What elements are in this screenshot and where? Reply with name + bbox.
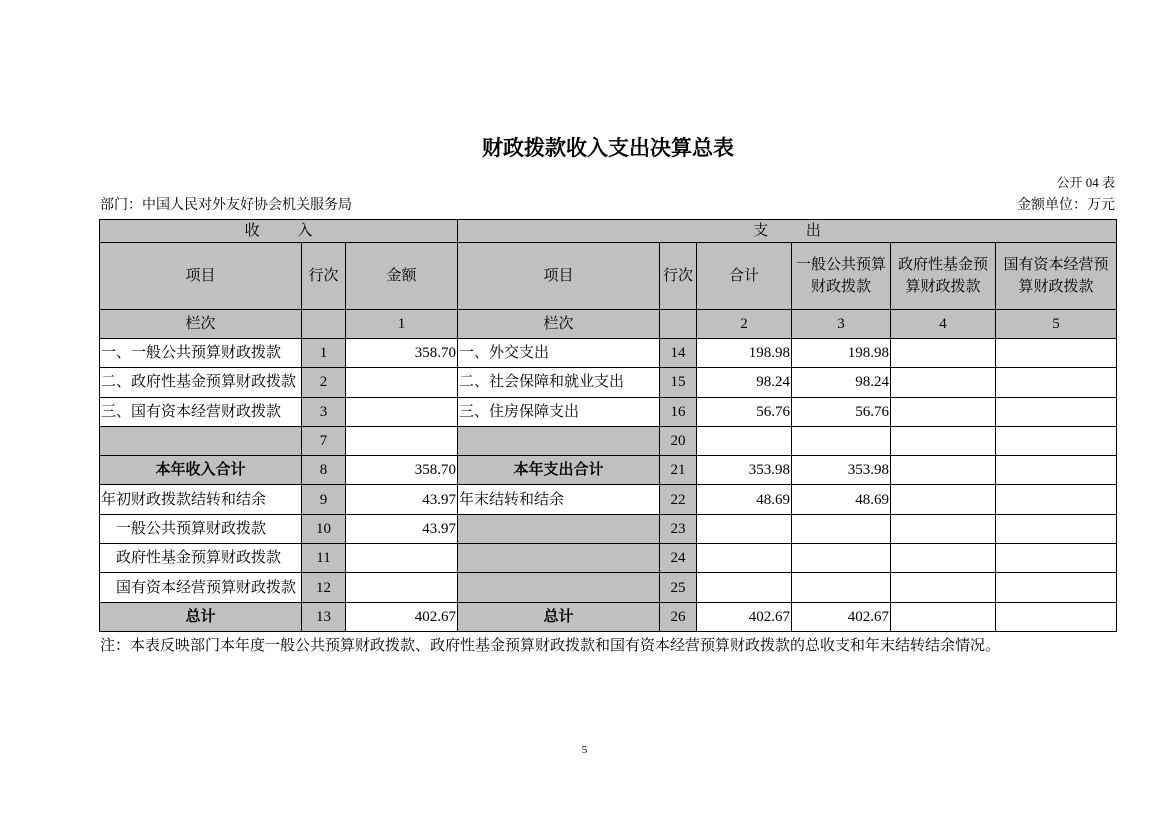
income-item-cell: 二、政府性基金预算财政拨款 bbox=[100, 368, 302, 397]
header-line: 算财政拨款 bbox=[1018, 279, 1094, 295]
general-public-budget-header bbox=[792, 243, 891, 310]
income-grand-total-label: 总计 bbox=[100, 603, 302, 632]
government-fund-budget-cell bbox=[891, 544, 996, 573]
expense-line-no-cell: 24 bbox=[660, 544, 697, 573]
income-amount-cell: 43.97 bbox=[346, 515, 458, 544]
expense-line-no-cell: 20 bbox=[660, 427, 697, 456]
income-item-header: 项目 bbox=[100, 243, 302, 310]
government-fund-budget-cell bbox=[891, 456, 996, 485]
expense-total-cell bbox=[697, 427, 792, 456]
income-line-no-cell: 1 bbox=[302, 339, 346, 368]
income-amount-cell bbox=[346, 398, 458, 427]
general-public-budget-cell: 48.69 bbox=[792, 485, 891, 514]
expense-line-no-cell: 22 bbox=[660, 485, 697, 514]
header-line: 财政拨款 bbox=[810, 279, 871, 295]
general-public-budget-cell bbox=[792, 544, 891, 573]
income-line-no-cell: 12 bbox=[302, 573, 346, 602]
department-label: 部门：中国人民对外友好协会机关服务局 bbox=[100, 198, 352, 213]
unit-label: 金额单位：万元 bbox=[1017, 198, 1115, 213]
expense-line-no-cell: 23 bbox=[660, 515, 697, 544]
state-capital-budget-cell bbox=[996, 573, 1117, 602]
income-line-no-cell: 8 bbox=[302, 456, 346, 485]
page-title: 财政拨款收入支出决算总表 bbox=[482, 136, 734, 160]
expense-line-no-cell: 26 bbox=[660, 603, 697, 632]
expense-total-cell bbox=[697, 515, 792, 544]
government-fund-budget-header bbox=[891, 243, 996, 310]
budget-summary-table bbox=[99, 219, 1117, 632]
government-fund-budget-cell bbox=[891, 485, 996, 514]
expense-total-cell: 56.76 bbox=[697, 398, 792, 427]
government-fund-budget-cell bbox=[891, 603, 996, 632]
state-capital-budget-column-number: 5 bbox=[996, 310, 1117, 339]
income-amount-cell: 358.70 bbox=[346, 456, 458, 485]
income-line-no-cell: 3 bbox=[302, 398, 346, 427]
expense-item-cell: 一、外交支出 bbox=[458, 339, 660, 368]
income-item-cell: 三、国有资本经营财政拨款 bbox=[100, 398, 302, 427]
government-fund-budget-cell bbox=[891, 427, 996, 456]
government-fund-budget-cell bbox=[891, 515, 996, 544]
expense-item-cell: 三、住房保障支出 bbox=[458, 398, 660, 427]
general-public-budget-cell: 353.98 bbox=[792, 456, 891, 485]
government-fund-budget-cell bbox=[891, 573, 996, 602]
expense-subtotal-label: 本年支出合计 bbox=[458, 456, 660, 485]
expense-line-no-cell: 15 bbox=[660, 368, 697, 397]
expense-total-cell: 48.69 bbox=[697, 485, 792, 514]
expense-total-cell bbox=[697, 544, 792, 573]
income-item-cell bbox=[100, 427, 302, 456]
income-line-no-cell: 9 bbox=[302, 485, 346, 514]
income-amount-header: 金额 bbox=[346, 243, 458, 310]
state-capital-budget-cell bbox=[996, 398, 1117, 427]
general-public-budget-cell bbox=[792, 427, 891, 456]
income-amount-cell bbox=[346, 368, 458, 397]
expense-total-cell: 198.98 bbox=[697, 339, 792, 368]
expense-column-label: 栏次 bbox=[458, 310, 660, 339]
income-item-cell: 一、一般公共预算财政拨款 bbox=[100, 339, 302, 368]
income-subitem-cell: 政府性基金预算财政拨款 bbox=[100, 544, 302, 573]
header-line: 政府性基金预 bbox=[897, 257, 988, 273]
expense-item-cell bbox=[458, 427, 660, 456]
expense-line-no-cell: 21 bbox=[660, 456, 697, 485]
state-capital-budget-cell bbox=[996, 427, 1117, 456]
expense-total-cell: 402.67 bbox=[697, 603, 792, 632]
state-capital-budget-cell bbox=[996, 515, 1117, 544]
income-item-cell: 年初财政拨款结转和结余 bbox=[100, 485, 302, 514]
government-fund-budget-cell bbox=[891, 398, 996, 427]
income-amount-cell: 402.67 bbox=[346, 603, 458, 632]
government-fund-budget-cell bbox=[891, 339, 996, 368]
income-amount-cell bbox=[346, 573, 458, 602]
income-line-no-header: 行次 bbox=[302, 243, 346, 310]
income-line-no-cell: 13 bbox=[302, 603, 346, 632]
expense-line-no-cell: 14 bbox=[660, 339, 697, 368]
expense-section-header: 支 出 bbox=[458, 220, 1117, 243]
expense-item-cell: 二、社会保障和就业支出 bbox=[458, 368, 660, 397]
expense-item-cell bbox=[458, 544, 660, 573]
income-line-no-column-number bbox=[302, 310, 346, 339]
state-capital-budget-cell bbox=[996, 603, 1117, 632]
expense-line-no-cell: 25 bbox=[660, 573, 697, 602]
state-capital-budget-cell bbox=[996, 485, 1117, 514]
page-number: 5 bbox=[581, 744, 588, 756]
income-subtotal-label: 本年收入合计 bbox=[100, 456, 302, 485]
expense-total-cell bbox=[697, 573, 792, 602]
income-line-no-cell: 7 bbox=[302, 427, 346, 456]
expense-total-cell: 98.24 bbox=[697, 368, 792, 397]
income-amount-cell: 358.70 bbox=[346, 339, 458, 368]
income-subitem-cell: 国有资本经营预算财政拨款 bbox=[100, 573, 302, 602]
general-public-budget-cell bbox=[792, 515, 891, 544]
expense-item-cell bbox=[458, 573, 660, 602]
header-line: 算财政拨款 bbox=[905, 279, 981, 295]
expense-item-header: 项目 bbox=[458, 243, 660, 310]
state-capital-budget-cell bbox=[996, 368, 1117, 397]
expense-total-header: 合计 bbox=[697, 243, 792, 310]
income-line-no-cell: 11 bbox=[302, 544, 346, 573]
income-amount-cell bbox=[346, 427, 458, 456]
general-public-budget-cell: 402.67 bbox=[792, 603, 891, 632]
state-capital-budget-cell bbox=[996, 456, 1117, 485]
income-subitem-cell: 一般公共预算财政拨款 bbox=[100, 515, 302, 544]
income-line-no-cell: 10 bbox=[302, 515, 346, 544]
income-line-no-cell: 2 bbox=[302, 368, 346, 397]
expense-item-cell bbox=[458, 515, 660, 544]
state-capital-budget-cell bbox=[996, 339, 1117, 368]
header-line: 一般公共预算 bbox=[795, 257, 886, 273]
income-amount-cell: 43.97 bbox=[346, 485, 458, 514]
general-public-budget-cell: 98.24 bbox=[792, 368, 891, 397]
general-public-budget-cell: 198.98 bbox=[792, 339, 891, 368]
state-capital-budget-cell bbox=[996, 544, 1117, 573]
form-code: 公开 04 表 bbox=[1056, 175, 1115, 190]
expense-total-column-number: 2 bbox=[697, 310, 792, 339]
table-note: 注：本表反映部门本年度一般公共预算财政拨款、政府性基金预算财政拨款和国有资本经营预算财政拨款的总收支和年末结转结余情况。 bbox=[100, 638, 1001, 654]
expense-line-no-column-number bbox=[660, 310, 697, 339]
general-public-budget-cell: 56.76 bbox=[792, 398, 891, 427]
general-public-budget-column-number: 3 bbox=[792, 310, 891, 339]
income-column-label: 栏次 bbox=[100, 310, 302, 339]
general-public-budget-cell bbox=[792, 573, 891, 602]
government-fund-budget-column-number: 4 bbox=[891, 310, 996, 339]
expense-line-no-header: 行次 bbox=[660, 243, 697, 310]
income-amount-cell bbox=[346, 544, 458, 573]
income-section-header: 收 入 bbox=[100, 220, 458, 243]
income-amount-column-number: 1 bbox=[346, 310, 458, 339]
state-capital-budget-header bbox=[996, 243, 1117, 310]
expense-item-cell: 年末结转和结余 bbox=[458, 485, 660, 514]
expense-total-cell: 353.98 bbox=[697, 456, 792, 485]
expense-line-no-cell: 16 bbox=[660, 398, 697, 427]
expense-grand-total-label: 总计 bbox=[458, 603, 660, 632]
government-fund-budget-cell bbox=[891, 368, 996, 397]
header-line: 国有资本经营预 bbox=[1003, 257, 1109, 273]
